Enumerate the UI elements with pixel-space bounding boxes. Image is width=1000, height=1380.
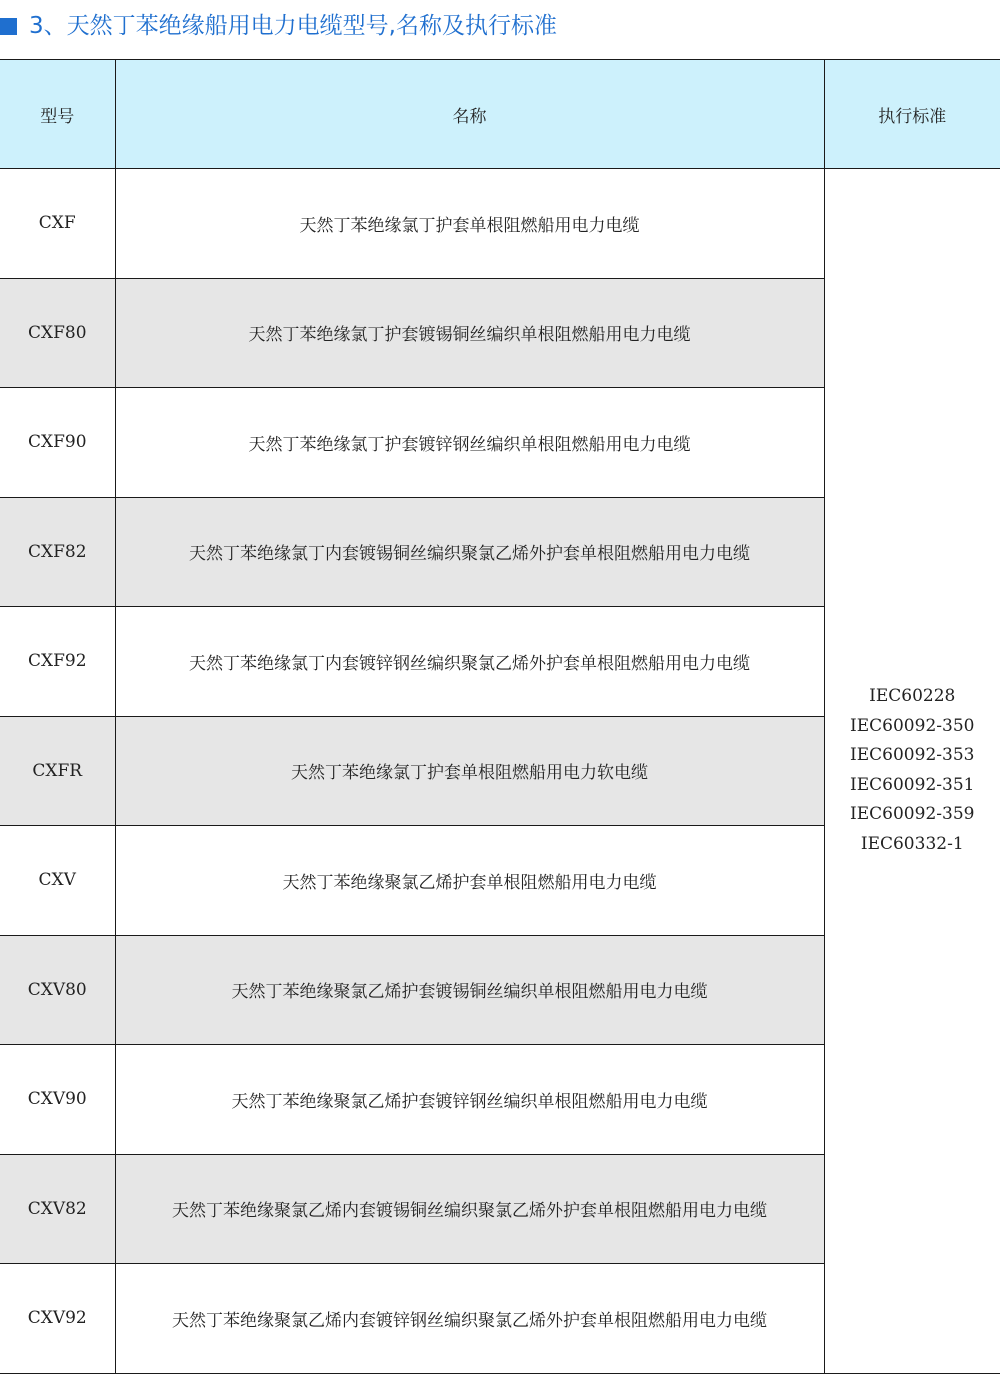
- name-cell: 天然丁苯绝缘氯丁护套镀锌钢丝编织单根阻燃船用电力电缆: [115, 388, 824, 498]
- model-cell: CXF92: [0, 607, 115, 717]
- model-cell: CXV90: [0, 1045, 115, 1155]
- name-cell: 天然丁苯绝缘聚氯乙烯护套镀锡铜丝编织单根阻燃船用电力电缆: [115, 935, 824, 1045]
- name-cell: 天然丁苯绝缘氯丁护套单根阻燃船用电力电缆: [115, 169, 824, 279]
- standard-item: IEC60228: [869, 686, 956, 707]
- table-row: [0, 169, 1000, 279]
- name-cell: 天然丁苯绝缘聚氯乙烯护套单根阻燃船用电力电缆: [115, 826, 824, 936]
- model-cell: CXV: [0, 826, 115, 936]
- model-cell: CXF: [0, 169, 115, 279]
- name-cell: 天然丁苯绝缘氯丁护套镀锡铜丝编织单根阻燃船用电力电缆: [115, 278, 824, 388]
- section-header: [0, 0, 1000, 56]
- bullet-square-icon: [0, 18, 17, 35]
- standard-item: IEC60092-353: [850, 745, 975, 766]
- standard-item: IEC60092-359: [850, 804, 975, 825]
- name-cell: 天然丁苯绝缘聚氯乙烯护套镀锌钢丝编织单根阻燃船用电力电缆: [115, 1045, 824, 1155]
- model-cell: CXF82: [0, 497, 115, 607]
- standard-item: IEC60092-351: [850, 774, 975, 795]
- name-cell: 天然丁苯绝缘氯丁内套镀锡铜丝编织聚氯乙烯外护套单根阻燃船用电力电缆: [115, 497, 824, 607]
- column-header-name: 名称: [115, 60, 824, 169]
- model-cell: CXF90: [0, 388, 115, 498]
- model-cell: CXFR: [0, 716, 115, 826]
- section-title: 3、天然丁苯绝缘船用电力电缆型号,名称及执行标准: [29, 13, 557, 39]
- standard-item: IEC60092-350: [850, 715, 975, 736]
- standards-cell: [824, 169, 1000, 1374]
- name-cell: 天然丁苯绝缘聚氯乙烯内套镀锌钢丝编织聚氯乙烯外护套单根阻燃船用电力电缆: [115, 1264, 824, 1374]
- name-cell: 天然丁苯绝缘氯丁护套单根阻燃船用电力软电缆: [115, 716, 824, 826]
- name-cell: 天然丁苯绝缘聚氯乙烯内套镀锡铜丝编织聚氯乙烯外护套单根阻燃船用电力电缆: [115, 1154, 824, 1264]
- model-cell: CXF80: [0, 278, 115, 388]
- standard-item: IEC60332-1: [860, 833, 964, 854]
- model-cell: CXV80: [0, 935, 115, 1045]
- name-cell: 天然丁苯绝缘氯丁内套镀锌钢丝编织聚氯乙烯外护套单根阻燃船用电力电缆: [115, 607, 824, 717]
- model-cell: CXV92: [0, 1264, 115, 1374]
- cable-spec-table: [0, 59, 1000, 1374]
- table-header-row: [0, 60, 1000, 169]
- column-header-model: 型号: [0, 60, 115, 169]
- column-header-standard: 执行标准: [824, 60, 1000, 169]
- model-cell: CXV82: [0, 1154, 115, 1264]
